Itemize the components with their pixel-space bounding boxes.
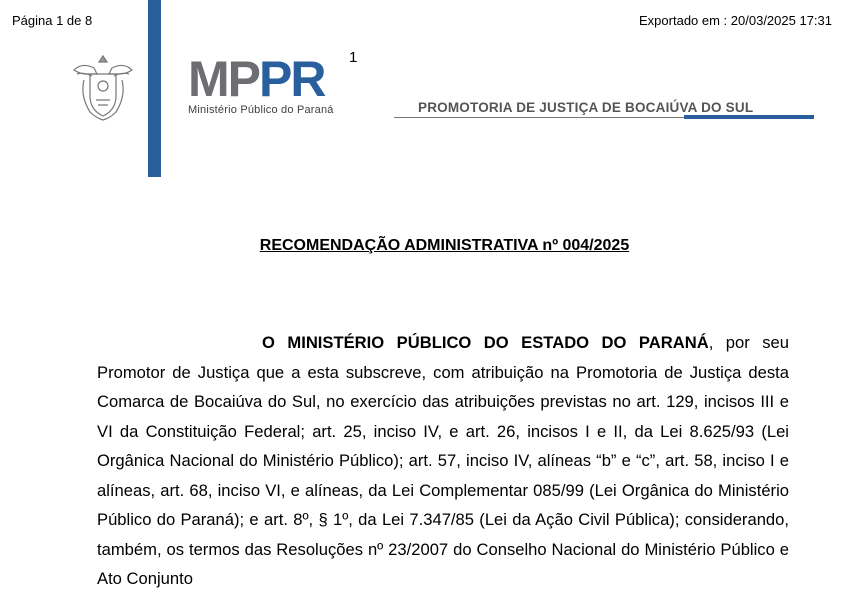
header-accent-bar	[148, 0, 161, 177]
coat-of-arms-icon	[72, 52, 134, 124]
export-timestamp: Exportado em : 20/03/2025 17:31	[639, 13, 832, 28]
header-rule-accent	[684, 115, 814, 119]
logo-pr-letters: PR	[259, 51, 325, 107]
logo-subtitle: Ministério Público do Paraná	[188, 104, 334, 116]
paragraph-text: , por seu Promotor de Justiça que a esta subscreve, com atribuição na Promotoria de Justiça desta Comarca de Bocaiúva do Sul, no exercício das atribuições previstas no art. 129, incisos III e VI da Constituição Federal; art. 25, inciso IV, e art. 26, incisos I e II, da Lei 8.625/93 (Lei Orgânica Nacional do Ministério Público); art. 57, inciso IV, alíneas “b” e “c”, art. 58, inciso I e alíneas, art. 68, inciso VI, e alíneas, da Lei Complementar 085/99 (Lei Orgânica do Ministério Público do Paraná); e art. 8º, § 1º, da Lei 7.347/85 (Lei da Ação Civil Pública); considerando, também, os termos das Resoluções nº 23/2007 do Conselho Nacional do Ministério Público e Ato Conjunto	[97, 333, 789, 588]
lead-entity: O MINISTÉRIO PÚBLICO DO ESTADO DO PARANÁ	[262, 333, 709, 352]
body-paragraph	[97, 328, 789, 594]
document-body	[97, 328, 789, 594]
document-title: RECOMENDAÇÃO ADMINISTRATIVA nº 004/2025	[259, 237, 630, 254]
logo-mp-letters: MP	[188, 51, 259, 107]
office-title: PROMOTORIA DE JUSTIÇA DE BOCAIÚVA DO SUL	[418, 100, 754, 115]
footnote-mark: 1	[349, 49, 358, 66]
mppr-logo	[188, 51, 334, 116]
page-counter: Página 1 de 8	[12, 13, 93, 28]
